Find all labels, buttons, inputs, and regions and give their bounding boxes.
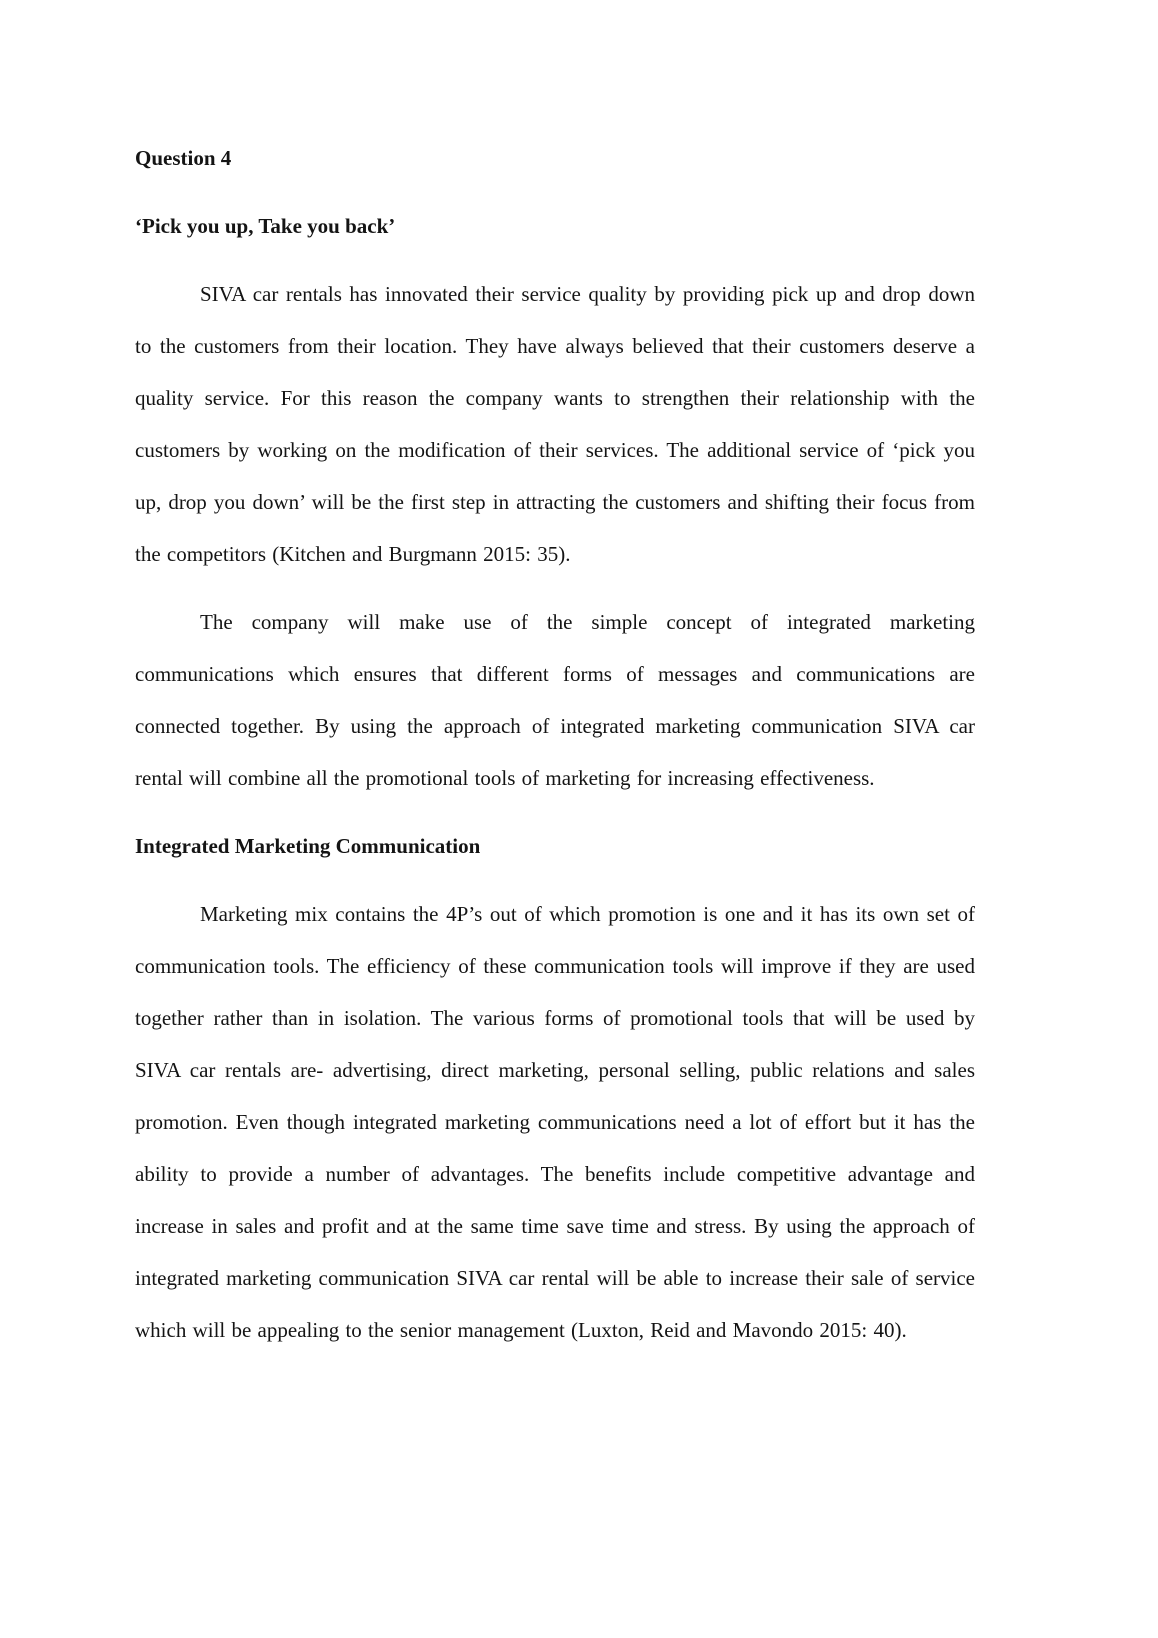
paragraph-3: Marketing mix contains the 4P’s out of which promotion is one and it has its own set of communication tools. The efficiency of these communication tools will improve if they are used together rather than in isolation. The various forms of promotional tools that will be used by SIVA car rentals are- advertising, direct marketing, personal selling, public relations and sales promotion. Even though integrated marketing communications need a lot of effort but it has the ability to provide a number of advantages. The benefits include competitive advantage and increase in sales and profit and at the same time save time and stress. By using the approach of integrated marketing communication SIVA car rental will be able to increase their sale of service which will be appealing to the senior management (Luxton, Reid and Mavondo 2015: 40).: [135, 902, 975, 1342]
section-heading-integrated-marketing-communication: Integrated Marketing Communication: [135, 834, 481, 858]
paragraph-1: SIVA car rentals has innovated their service quality by providing pick up and drop down to the customers from their location. They have always believed that their customers deserve a quality service. For this reason the company wants to strengthen their relationship with the customers by working on the modification of their services. The additional service of ‘pick you up, drop you down’ will be the first step in attracting the customers and shifting their focus from the competitors (Kitchen and Burgmann 2015: 35).: [135, 282, 975, 566]
question-heading: Question 4: [135, 146, 232, 170]
paragraph-2: The company will make use of the simple concept of integrated marketing communications which ensures that different forms of messages and communications are connected together. By using the approach of integrated marketing communication SIVA car rental will combine all the promotional tools of marketing for increasing effectiveness.: [135, 610, 975, 790]
subtitle-heading: ‘Pick you up, Take you back’: [135, 214, 396, 238]
